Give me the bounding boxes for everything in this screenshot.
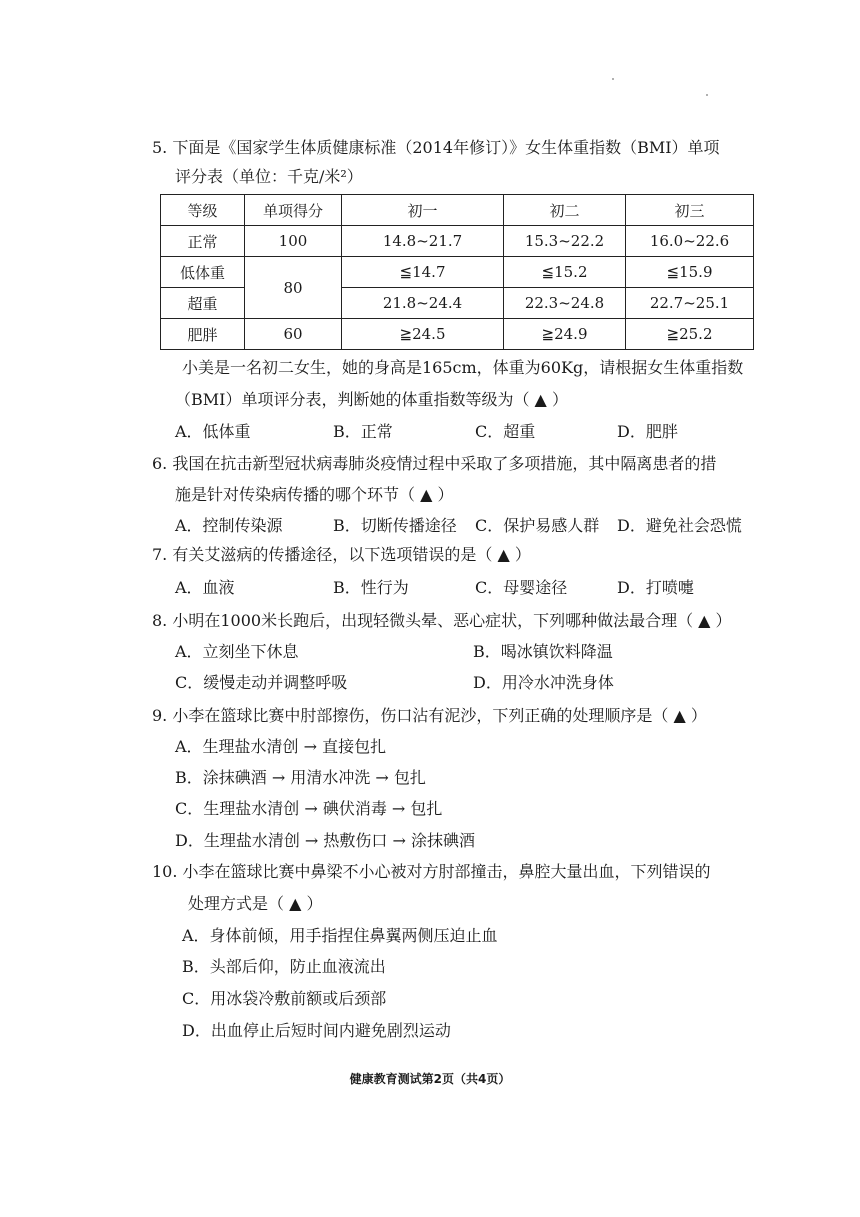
table-cell: ≦15.9 [626, 257, 754, 288]
q10-option-d[interactable]: D．出血停止后短时间内避免剧烈运动 [182, 1021, 451, 1040]
table-cell: 60 [245, 319, 342, 350]
table-cell: 16.0~22.6 [626, 226, 754, 257]
option-d[interactable]: D．肥胖 [617, 422, 678, 441]
q9-option-c[interactable]: C．生理盐水清创 → 碘伏消毒 → 包扎 [175, 799, 443, 818]
header-cell: 初一 [342, 195, 504, 226]
option-a[interactable]: A．控制传染源 [175, 516, 283, 535]
table-row [161, 319, 754, 350]
table-cell: 超重 [161, 288, 245, 319]
table-row [161, 226, 754, 257]
header-cell: 初二 [504, 195, 626, 226]
table-cell: ≧24.5 [342, 319, 504, 350]
bmi-score-table [160, 194, 754, 350]
q9-option-a[interactable]: A．生理盐水清创 → 直接包扎 [175, 737, 387, 756]
table-cell: 21.8~24.4 [342, 288, 504, 319]
option-a[interactable]: A．低体重 [175, 422, 251, 441]
q10-stem-line1: 10. 小李在篮球比赛中鼻梁不小心被对方肘部撞击，鼻腔大量出血，下列错误的 [152, 862, 711, 881]
q10-option-b[interactable]: B．头部后仰，防止血液流出 [182, 957, 386, 976]
option-b[interactable]: B．切断传播途径 [333, 516, 457, 535]
option-c[interactable]: C．缓慢走动并调整呼吸 [175, 673, 348, 692]
page-footer: 健康教育测试第2页（共4页） [349, 1072, 511, 1086]
q5-stem-line2: 评分表（单位：千克/米²） [175, 167, 363, 186]
q7-stem: 7. 有关艾滋病的传播途径，以下选项错误的是（ ▲ ） [152, 545, 531, 564]
option-d[interactable]: D．打喷嚏 [617, 578, 694, 597]
option-d[interactable]: D．避免社会恐慌 [617, 516, 742, 535]
table-cell-merged: 80 [245, 257, 342, 319]
option-c[interactable]: C．母婴途径 [475, 578, 568, 597]
table-cell: ≧24.9 [504, 319, 626, 350]
table-cell: 100 [245, 226, 342, 257]
option-b[interactable]: B．性行为 [333, 578, 409, 597]
table-cell: ≦14.7 [342, 257, 504, 288]
header-cell: 初三 [626, 195, 754, 226]
option-a[interactable]: A．血液 [175, 578, 235, 597]
table-cell: 低体重 [161, 257, 245, 288]
scan-speck [612, 78, 614, 80]
q10-option-c[interactable]: C．用冰袋冷敷前额或后颈部 [182, 989, 387, 1008]
header-cell: 等级 [161, 195, 245, 226]
table-cell: 15.3~22.2 [504, 226, 626, 257]
table-row [161, 257, 754, 288]
table-cell: 正常 [161, 226, 245, 257]
q10-option-a[interactable]: A．身体前倾，用手指捏住鼻翼两侧压迫止血 [182, 926, 498, 945]
table-cell: ≧25.2 [626, 319, 754, 350]
q9-stem: 9. 小李在篮球比赛中肘部擦伤，伤口沾有泥沙，下列正确的处理顺序是（ ▲ ） [152, 706, 707, 725]
q5-stem-line1: 5. 下面是《国家学生体质健康标准（2014年修订）》女生体重指数（BMI）单项 [152, 138, 720, 157]
q5-context-line2: （BMI）单项评分表，判断她的体重指数等级为（ ▲ ） [175, 390, 568, 409]
table-cell: 肥胖 [161, 319, 245, 350]
q10-stem-line2: 处理方式是（ ▲ ） [188, 894, 323, 913]
q5-context-line1: 小美是一名初二女生，她的身高是165cm，体重为60Kg，请根据女生体重指数 [182, 358, 744, 377]
q9-option-d[interactable]: D．生理盐水清创 → 热敷伤口 → 涂抹碘酒 [175, 831, 475, 850]
table-cell: 14.8~21.7 [342, 226, 504, 257]
option-c[interactable]: C．保护易感人群 [475, 516, 600, 535]
table-cell: ≦15.2 [504, 257, 626, 288]
option-a[interactable]: A．立刻坐下休息 [175, 642, 299, 661]
option-b[interactable]: B．正常 [333, 422, 393, 441]
table-header-row [161, 195, 754, 226]
table-cell: 22.7~25.1 [626, 288, 754, 319]
q6-stem-line2: 施是针对传染病传播的哪个环节（ ▲ ） [175, 485, 454, 504]
option-c[interactable]: C．超重 [475, 422, 536, 441]
header-cell: 单项得分 [245, 195, 342, 226]
option-d[interactable]: D．用冷水冲洗身体 [473, 673, 614, 692]
option-b[interactable]: B．喝冰镇饮料降温 [473, 642, 613, 661]
q6-stem-line1: 6. 我国在抗击新型冠状病毒肺炎疫情过程中采取了多项措施，其中隔离患者的措 [152, 454, 717, 473]
table-cell: 22.3~24.8 [504, 288, 626, 319]
q8-stem: 8. 小明在1000米长跑后，出现轻微头晕、恶心症状，下列哪种做法最合理（ ▲ ） [152, 611, 732, 630]
scan-speck [706, 94, 708, 96]
q9-option-b[interactable]: B．涂抹碘酒 → 用清水冲洗 → 包扎 [175, 768, 426, 787]
